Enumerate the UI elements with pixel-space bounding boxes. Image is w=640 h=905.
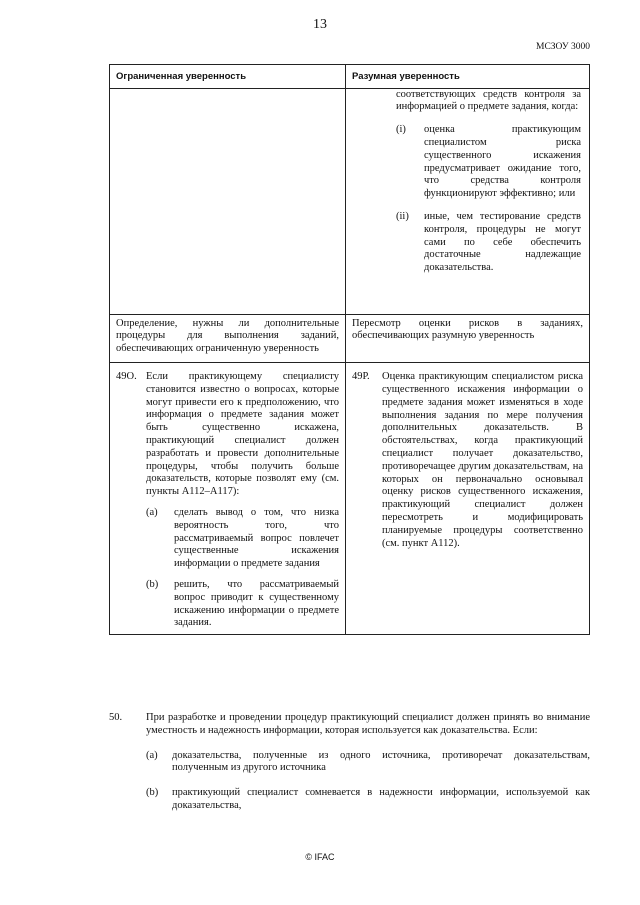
- table-row: [110, 88, 590, 314]
- paragraph-49O: 49O. Если практикующему специалисту становится известно о вопросах, которые могут привести его к предположению, что информация о предмете задания может быть существенно искажена, практикующий специалист должен разработать и провести дополнительные процедуры, чтобы получить больше доказательств, которые позволят ему (см. пункты А112–А117):: [116, 370, 339, 498]
- comparison-table: [109, 64, 590, 635]
- list-item: (i) оценка практикующим специалистом риска существенного искажения предусматривает ожидание того, что средства контроля функционируют эффективно; или: [396, 124, 581, 200]
- page-number: 13: [313, 17, 327, 32]
- table-header-row: [110, 65, 590, 89]
- paragraph-text: При разработке и проведении процедур практикующий специалист должен принять во внимание уместность и надежность информации, которая используется как доказательства. Если:: [146, 712, 590, 736]
- list-item: (a) сделать вывод о том, что низка вероятность того, что рассматриваемый вопрос повлечет существенные искажения информации о предмете задания: [146, 506, 339, 570]
- list-item: (b) решить, что рассматриваемый вопрос приводит к существенному искажению информации о предмете задания.: [146, 578, 339, 629]
- list-item: (ii) иные, чем тестирование средств контроля, процедуры не могут сами по себе обеспечить достаточные надлежащие доказательства.: [396, 210, 581, 274]
- copyright-footer: © IFAC: [305, 852, 335, 862]
- header-reasonable-assurance: Разумная уверенность: [352, 71, 460, 82]
- standard-code: МСЗОУ 3000: [536, 42, 590, 52]
- paragraph-number: 50.: [109, 712, 123, 723]
- list-item: (a) доказательства, полученные из одного источника, противоречат доказательствам, полученным из другого источника: [146, 749, 590, 774]
- paragraph-50: [109, 712, 590, 813]
- section-heading-limited: Определение, нужны ли дополнительные процедуры для выполнения заданий, обеспечивающих ограниченную уверенность: [116, 317, 339, 355]
- paragraph-49R: 49Р. Оценка практикующим специалистом риска существенного искажения информации о предмете задания может изменяться в ходе выполнения задания по мере получения дополнительных доказательств. В обстоятельствах, когда практикующий специалист получает доказательство, противоречащее другим доказательствам, на которых он первоначально основывал оценку рисков существенного искажения, практикующий специалист должен пересмотреть и модифицировать планируемые процедуры соответственно (см. пункт А112).: [352, 371, 583, 549]
- header-limited-assurance: Ограниченная уверенность: [116, 71, 247, 82]
- list-item: (b) практикующий специалист сомневается в надежности информации, используемой как доказательства,: [146, 787, 590, 811]
- table-row: [110, 314, 590, 635]
- section-heading-reasonable: Пересмотр оценки рисков в заданиях, обеспечивающих разумную уверенность: [352, 317, 583, 342]
- continuation-text: соответствующих средств контроля за информацией о предмете задания, когда:: [396, 88, 581, 113]
